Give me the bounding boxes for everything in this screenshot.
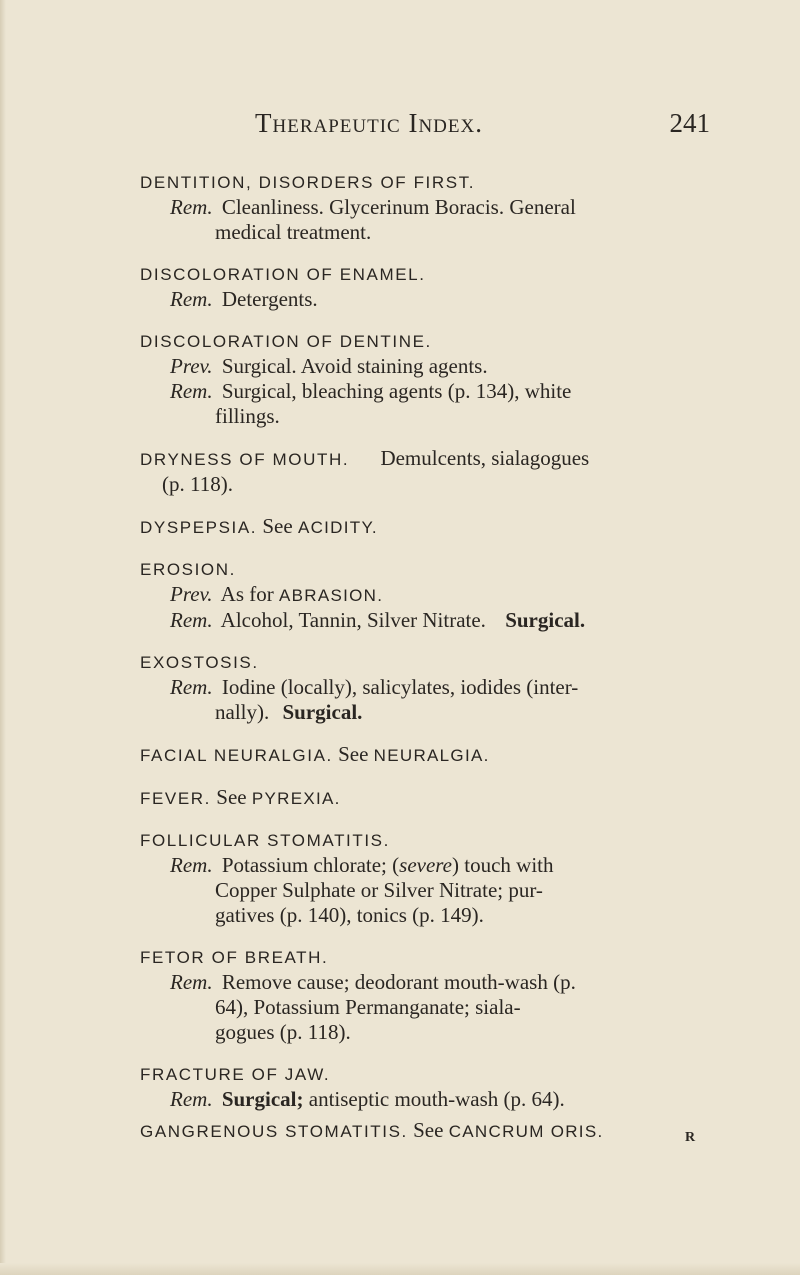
entry-heading: FRACTURE OF JAW. <box>140 1065 331 1084</box>
see-text: See <box>216 785 247 809</box>
entry-heading-line <box>140 742 740 768</box>
remedy-continuation: gogues (p. 118). <box>215 1020 351 1044</box>
see-text: See <box>413 1118 444 1142</box>
remedy-text: Iodine (locally), salicylates, iodides (inter- <box>221 675 579 699</box>
remedy-emphasis: severe <box>399 853 452 877</box>
entry-heading: FACIAL NEURALGIA. <box>140 746 333 765</box>
cross-reference: ABRASION. <box>278 586 384 605</box>
entry-heading-line <box>140 446 740 472</box>
rem-label: Rem. <box>170 608 213 632</box>
remedy-continuation: Copper Sulphate or Silver Nitrate; pur- <box>215 878 543 902</box>
page-bottom-shadow <box>0 1263 800 1275</box>
remedy-bold-text: Surgical. <box>505 608 586 632</box>
remedy-line <box>140 379 740 404</box>
page-edge-shadow <box>0 0 6 1275</box>
cross-reference: NEURALGIA. <box>373 746 490 765</box>
rem-label: Rem. <box>170 195 213 219</box>
remedy-line <box>140 853 740 878</box>
cross-reference: CANCRUM ORIS. <box>448 1122 604 1141</box>
entry-heading-line <box>140 1118 740 1144</box>
index-entry-dentition <box>140 170 740 245</box>
rem-label: Rem. <box>170 287 213 311</box>
entry-heading: GANGRENOUS STOMATITIS. <box>140 1122 408 1141</box>
remedy-text: Detergents. <box>221 287 318 311</box>
entry-heading: FETOR OF BREATH. <box>140 948 329 967</box>
index-entry-facial-neuralgia <box>140 742 740 768</box>
entry-heading: EXOSTOSIS. <box>140 653 259 672</box>
index-entry-discoloration-dentine <box>140 329 740 429</box>
prev-label: Prev. <box>170 582 213 606</box>
entry-heading: EROSION. <box>140 560 236 579</box>
remedy-continuation-line <box>140 700 740 725</box>
running-head-title: Therapeutic Index. <box>255 108 483 138</box>
rem-label: Rem. <box>170 379 213 403</box>
index-entry-fever <box>140 785 740 811</box>
remedy-continuation: fillings. <box>215 404 280 428</box>
remedy-line <box>140 608 740 633</box>
entry-heading: DYSPEPSIA. <box>140 518 258 537</box>
remedy-text: Alcohol, Tannin, Silver Nitrate. <box>220 608 486 632</box>
see-text: See <box>262 514 293 538</box>
remedy-line <box>140 970 740 995</box>
rem-label: Rem. <box>170 675 213 699</box>
signature-mark: R <box>685 1130 696 1145</box>
remedy-line <box>140 287 740 312</box>
prevention-line <box>140 582 740 608</box>
cross-reference: ACIDITY. <box>297 518 378 537</box>
running-head <box>255 108 710 142</box>
entry-heading: FOLLICULAR STOMATITIS. <box>140 831 390 850</box>
remedy-continuation: gatives (p. 140), tonics (p. 149). <box>215 903 484 927</box>
rem-label: Rem. <box>170 970 213 994</box>
remedy-text: ) touch with <box>452 853 554 877</box>
prev-label: Prev. <box>170 354 213 378</box>
index-entry-exostosis <box>140 650 740 725</box>
rem-label: Rem. <box>170 853 213 877</box>
remedy-text: Cleanliness. Glycerinum Boracis. General <box>221 195 576 219</box>
index-entry-discoloration-enamel <box>140 262 740 312</box>
remedy-line <box>140 195 740 220</box>
entry-heading-line <box>140 514 740 540</box>
rem-label: Rem. <box>170 1087 213 1111</box>
index-entry-dyspepsia <box>140 514 740 540</box>
remedy-continuation: 64), Potassium Permanganate; siala- <box>215 995 521 1019</box>
index-entry-erosion <box>140 557 740 633</box>
entry-heading-line <box>140 785 740 811</box>
remedy-continuation: (p. 118). <box>162 472 233 496</box>
remedy-continuation: nally). <box>215 700 270 724</box>
remedy-line <box>140 1087 740 1112</box>
remedy-line <box>140 675 740 700</box>
entry-heading: DISCOLORATION OF DENTINE. <box>140 332 432 351</box>
index-entry-fetor-breath <box>140 945 740 1045</box>
see-text: See <box>338 742 369 766</box>
remedy-text: antiseptic mouth-wash (p. 64). <box>308 1087 565 1111</box>
index-entry-fracture-jaw <box>140 1062 740 1112</box>
remedy-bold-text: Surgical. <box>282 700 363 724</box>
remedy-text: Surgical, bleaching agents (p. 134), white <box>221 379 572 403</box>
prevention-line <box>140 354 740 379</box>
remedy-bold-text: Surgical; <box>221 1087 304 1111</box>
index-content <box>140 170 740 1161</box>
remedy-text: Remove cause; deodorant mouth-wash (p. <box>221 970 576 994</box>
entry-heading: DISCOLORATION OF ENAMEL. <box>140 265 426 284</box>
remedy-text: Potassium chlorate; ( <box>221 853 400 877</box>
index-entry-follicular-stomatitis <box>140 828 740 928</box>
index-entry-gangrenous-stomatitis <box>140 1118 740 1144</box>
remedy-continuation: medical treatment. <box>215 220 372 244</box>
cross-reference: PYREXIA. <box>251 789 341 808</box>
page-number: 241 <box>669 108 710 138</box>
entry-heading: DENTITION, DISORDERS OF FIRST. <box>140 173 476 192</box>
entry-heading: FEVER. <box>140 789 212 808</box>
remedy-text: Demulcents, sialagogues <box>380 446 590 470</box>
prevention-text: Surgical. Avoid staining agents. <box>221 354 488 378</box>
prevention-text: As for <box>220 582 274 606</box>
entry-heading: DRYNESS OF MOUTH. <box>140 450 350 469</box>
index-entry-dryness-mouth <box>140 446 740 497</box>
